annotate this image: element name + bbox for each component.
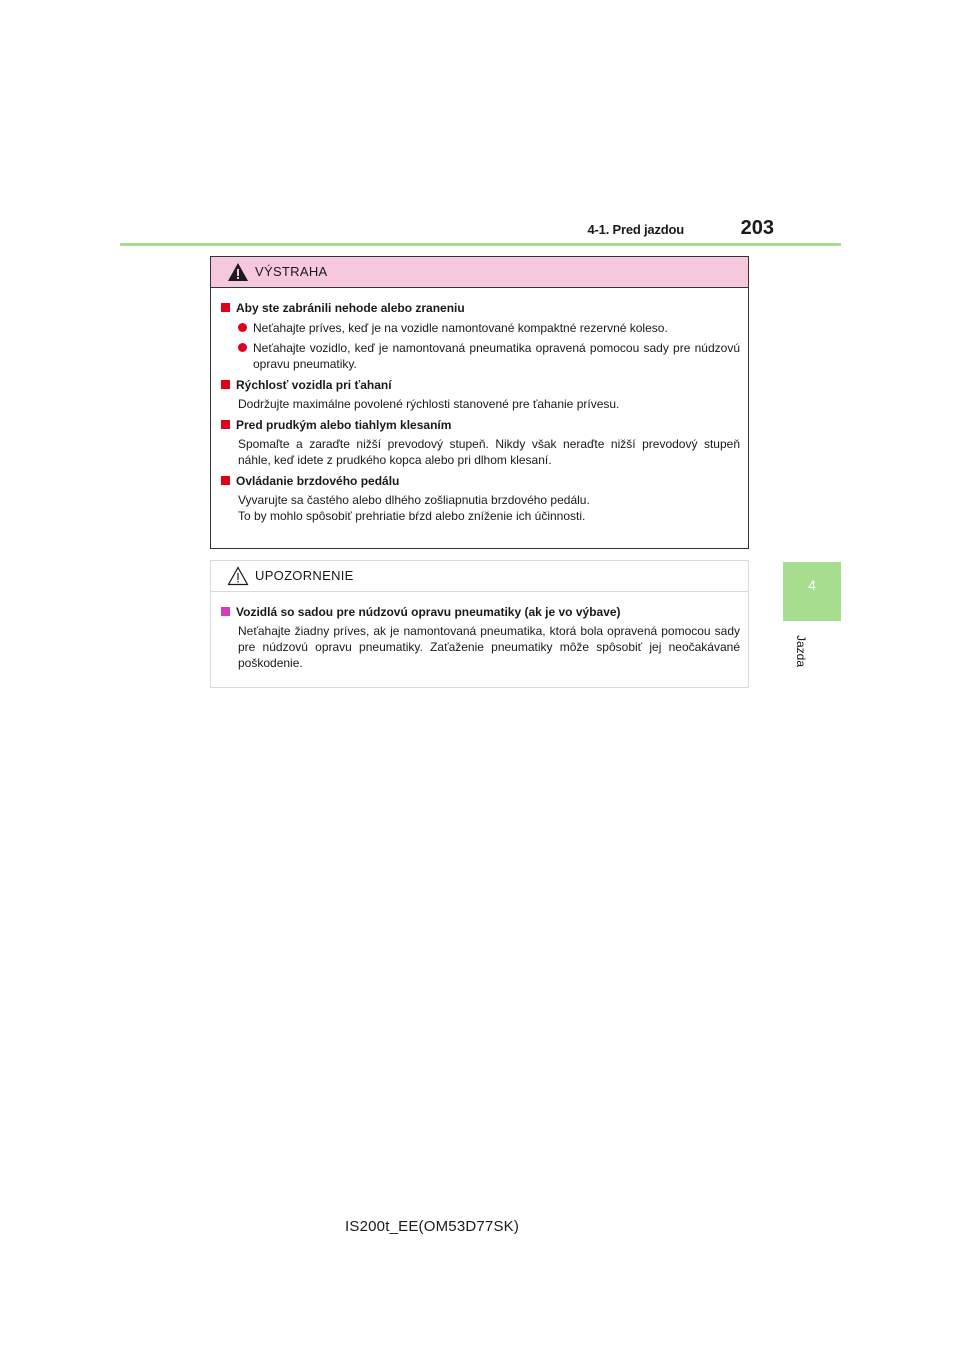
square-bullet-icon [221, 607, 230, 616]
warning-box [210, 256, 749, 549]
square-bullet-icon [221, 420, 230, 429]
caution-triangle-icon [227, 566, 249, 586]
warning-header [211, 257, 748, 288]
round-bullet-icon [238, 323, 247, 332]
caution-body [211, 592, 748, 671]
square-bullet-icon [221, 303, 230, 312]
square-bullet-icon [221, 380, 230, 389]
warning-body [211, 288, 748, 524]
warning-item-title: Pred prudkým alebo tiahlym klesaním [236, 418, 452, 432]
caution-title: UPOZORNENIE [255, 568, 354, 583]
caution-item-title: Vozidlá so sadou pre núdzovú opravu pneumatiky (ak je vo výbave) [236, 605, 621, 619]
warning-title: VÝSTRAHA [255, 264, 328, 279]
warning-item-text: Dodržujte maximálne povolené rýchlosti stanovené pre ťahanie prívesu. [238, 397, 620, 411]
warning-bullet-text: Neťahajte príves, keď je na vozidle namontované kompaktné rezervné koleso. [253, 321, 668, 335]
warning-item [221, 473, 740, 524]
page-number: 203 [740, 217, 774, 239]
caution-box [210, 560, 749, 688]
warning-bullet-text: Neťahajte vozidlo, keď je namontovaná pneumatika opravená pomocou sady pre núdzovú opravu pneumatiky. [253, 341, 740, 371]
warning-item [221, 300, 740, 372]
round-bullet-icon [238, 343, 247, 352]
caution-item-text: Neťahajte žiadny príves, ak je namontovaná pneumatika, ktorá bola opravená pomocou sady pre núdzovú opravu pneumatiky. Zaťaženie pneumatiky môže spôsobiť jej neočakávané poškodenie. [238, 624, 740, 670]
section-title: 4-1. Pred jazdou [587, 222, 684, 237]
header-rule [120, 243, 841, 246]
chapter-number: 4 [808, 577, 816, 593]
warning-item [221, 377, 740, 412]
warning-item-text: Spomaľte a zaraďte nižší prevodový stupeň. Nikdy však neraďte nižší prevodový stupeň náhle, keď idete z prudkého kopca alebo pri dlhom klesaní. [238, 437, 740, 467]
document-code: IS200t_EE(OM53D77SK) [345, 1218, 520, 1235]
caution-header [211, 561, 748, 592]
caution-item [221, 604, 740, 671]
warning-item-title: Rýchlosť vozidla pri ťahaní [236, 378, 392, 392]
warning-item-title: Aby ste zabránili nehode alebo zraneniu [236, 301, 465, 315]
chapter-label: Jazda [794, 635, 808, 668]
warning-item-text: Vyvarujte sa častého alebo dlhého zošliapnutia brzdového pedálu. [238, 493, 590, 507]
warning-item-text: To by mohlo spôsobiť prehriatie bŕzd alebo zníženie ich účinnosti. [238, 509, 586, 523]
warning-item [221, 417, 740, 468]
warning-triangle-icon [227, 262, 249, 282]
square-bullet-icon [221, 476, 230, 485]
chapter-tab [783, 562, 841, 621]
warning-item-title: Ovládanie brzdového pedálu [236, 474, 400, 488]
